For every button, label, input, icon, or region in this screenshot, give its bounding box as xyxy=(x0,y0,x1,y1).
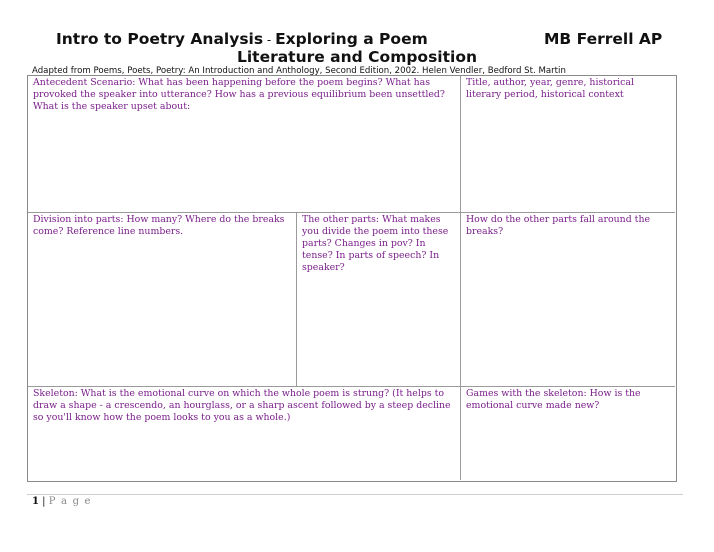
footer-separator: | xyxy=(42,496,46,507)
cell-fall-around-breaks[interactable]: How do the other parts fall around the breaks? xyxy=(466,214,651,237)
page-label: P a g e xyxy=(48,496,92,507)
title-part2: Exploring a Poem xyxy=(275,30,428,48)
footer-rule xyxy=(27,494,683,495)
title-main xyxy=(56,30,428,49)
analysis-table xyxy=(27,75,677,482)
document-title xyxy=(24,30,690,66)
title-separator: - xyxy=(263,33,276,47)
cell-skeleton[interactable]: Skeleton: What is the emotional curve on which the whole poem is strung? (It helps to draw a shape - a crescendo, an hourglass, or a sharp ascent followed by a steep decline so you'll know how the poem looks to you as a whole.) xyxy=(33,388,451,423)
title-author-course: MB Ferrell AP xyxy=(544,30,663,48)
cell-other-parts[interactable]: The other parts: What makes you divide the poem into these parts? Changes in pov? In tense? In parts of speech? In speaker? xyxy=(302,214,449,273)
page-number: 1 xyxy=(32,496,39,507)
cell-games-with-skeleton[interactable]: Games with the skeleton: How is the emotional curve made new? xyxy=(466,388,641,411)
page-footer xyxy=(32,496,92,507)
cell-antecedent-scenario[interactable]: Antecedent Scenario: What has been happening before the poem begins? What has provoked the speaker into utterance? How has a previous equilibrium been unsettled? What is the speaker upset about: xyxy=(33,77,445,112)
title-line2: Literature and Composition xyxy=(236,48,478,66)
title-part1: Intro to Poetry Analysis xyxy=(56,30,264,48)
adapted-source-note: Adapted from Poems, Poets, Poetry: An Introduction and Anthology, Second Edition, 2002. Helen Vendler, Bedford St. Martin xyxy=(32,66,566,76)
cell-division-into-parts[interactable]: Division into parts: How many? Where do the breaks come? Reference line numbers. xyxy=(33,214,285,237)
cell-title-info[interactable]: Title, author, year, genre, historical literary period, historical context xyxy=(466,77,635,100)
